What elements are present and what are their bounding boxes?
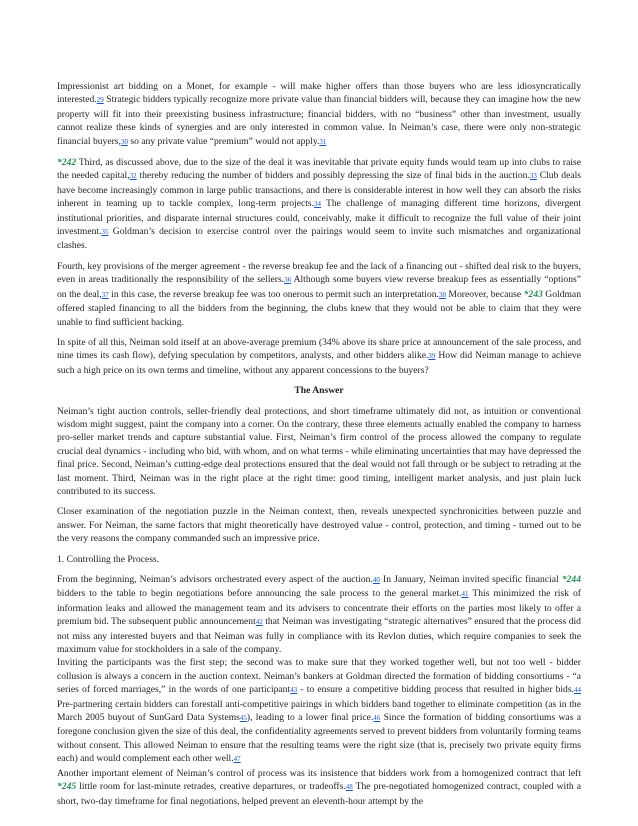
text-run: - to ensure a competitive bidding process that resulted in higher bids. <box>297 684 574 696</box>
footnote-link[interactable]: 41 <box>461 590 469 599</box>
text-run: Moreover, because <box>445 288 524 300</box>
footnote-link[interactable]: 31 <box>319 137 327 146</box>
text-run: 1. Controlling the Process. <box>57 553 160 565</box>
text-run: Goldman offered stapled financing to all the bidders from the beginning, the clubs knew that they would not be able to claim that they were unable to find sufficient backing. <box>57 288 581 328</box>
text-run: Although some buyers view reverse breakup fees as essentially “options” on the deal, <box>57 274 581 300</box>
footnote-link[interactable]: 47 <box>233 755 241 764</box>
footnote-link[interactable]: 38 <box>438 290 446 299</box>
text-run: in this case, the reverse breakup fee was too onerous to permit such an interpretation. <box>108 288 439 300</box>
text-run: In spite of all this, Neiman sold itself at an above-average premium (34% above its share price at announcement of the sale process, and nine times its cash flow), defying speculation by competitors, analysts, and other bidders alike. <box>57 336 581 362</box>
text-run: little room for last-minute retrades, creative departures, or tradeoffs. <box>76 781 346 793</box>
paragraph <box>57 505 581 545</box>
text-run: The challenge of managing different time horizons, divergent institutional priorities, and disparate internal structures could, conceivably, make it difficult to recognize the full value of their joint investment. <box>57 198 582 238</box>
paragraph <box>57 260 581 329</box>
paragraph <box>57 656 581 766</box>
footnote-link[interactable]: 30 <box>120 137 128 146</box>
footnote-link[interactable]: 32 <box>129 172 137 181</box>
text-run: Closer examination of the negotiation puzzle in the Neiman context, then, reveals unexpected synchronicities between puzzle and answer. For Neiman, the same factors that might theoretically have destroyed value - control, protection, and timing - turned out to be the very reasons the company commanded such an impressive price. <box>57 506 581 545</box>
footnote-link[interactable]: 29 <box>96 96 104 105</box>
paragraph <box>57 80 581 149</box>
footnote-link[interactable]: 48 <box>345 783 353 792</box>
text-run: How did Neiman manage to achieve such a high price on its own terms and timeline, without any apparent concessions to the buyers? <box>57 350 581 376</box>
text-run: Since the formation of bidding consortiums was a foregone conclusion given the size of this deal, the confidentiality agreements served to prevent bidders from voluntarily forming teams without consent. This allowed Neiman to ensure that the resulting teams were the right size (that is, precisely two private equity firms each) and would complement each other well. <box>57 712 581 765</box>
text-run: Strategic bidders typically recognize more private value than financial bidders will, because they can imagine how the new property will fit into their preexisting business infrastructure; financial bidders, with no “business” other than investment, usually cannot realize these kinds of synergies and are only interested in common value. In Neiman’s case, there were only non-strategic financial buyers, <box>57 94 581 147</box>
footnote-link[interactable]: 42 <box>255 618 263 627</box>
text-run: thereby reducing the number of bidders and possibly depressing the size of final bids in the auction. <box>136 170 530 182</box>
footnote-link[interactable]: 45 <box>239 714 247 723</box>
page-marker: *242 <box>57 157 77 169</box>
text-run: The Answer <box>294 385 344 397</box>
text-run: Club deals have become increasingly common in large public transactions, and there is considerable interest in how well they can absorb the risks inherent in teaming up to tackle complex, long-term projects. <box>57 170 581 210</box>
paragraph <box>57 336 581 377</box>
paragraph <box>57 553 581 566</box>
footnote-link[interactable]: 36 <box>284 276 292 285</box>
footnote-link[interactable]: 33 <box>529 172 537 181</box>
text-run: Fourth, key provisions of the merger agreement - the reverse breakup fee and the lack of a financing out - shifted deal risk to the buyers, even in areas traditionally the responsibility of the sellers. <box>57 260 581 286</box>
text-run: Third, as discussed above, due to the size of the deal it was inevitable that private equity funds would team up into clubs to raise the needed capital, <box>57 157 581 182</box>
footnote-link[interactable]: 34 <box>314 200 322 209</box>
page-marker: *245 <box>57 781 77 793</box>
text-run: In January, Neiman invited specific financial <box>379 574 562 585</box>
paragraph <box>57 573 581 656</box>
paragraph <box>57 156 581 253</box>
footnote-link[interactable]: 39 <box>428 352 436 361</box>
text-run: ), leading to a lower final price. <box>246 712 374 724</box>
text-run: Neiman’s tight auction controls, seller-friendly deal protections, and short timeframe ultimately did not, as intuition or conventional wisdom might suggest, paint the company into a corner. On the contrary, these three elements actually enabled the company to harness pro-seller market trends and capture substantial value. First, Neiman’s firm control of the process allowed the company to regulate crucial deal dynamics - including who bid, with whom, and on what terms - while eliminating uncertainties that may have depressed the final price. Second, Neiman’s cutting-edge deal protections ensured that the deal would not fall through or be subject to retrading at the last moment. Third, Neiman was in the right place at the right time: good timing, intelligent market analysis, and just plain luck contributed to its success. <box>57 405 581 497</box>
paragraph <box>57 767 581 808</box>
text-run: so any private value “premium” would not apply. <box>127 135 320 147</box>
text-run: Inviting the participants was the first step; the second was to make sure that they worked together well, but not too well - bidder collusion is always a concern in the auction context. Neiman’s bankers at Goldman directed the formation of bidding consortiums - “a series of forced marriages,” in the words of one participant <box>57 657 581 696</box>
text-run: The pre-negotiated homogenized contract, coupled with a short, two-day timeframe for final negotiations, helped prevent an eleventh-hour attempt by the <box>57 781 581 807</box>
footnote-link[interactable]: 44 <box>574 686 581 695</box>
text-run: Goldman’s decision to exercise control over the pairings would seem to invite such mismatches and organizational clashes. <box>57 226 581 252</box>
text-run: bidders to the table to begin negotiations before announcing the sale process to the general market. <box>57 588 462 600</box>
page-marker: *244 <box>561 574 582 585</box>
paragraph <box>57 405 581 499</box>
text-run: This minimized the risk of information leaks and allowed the management team and its advisers to concentrate their efforts on the parties most likely to offer a premium bid. The subsequent public announcement <box>57 588 581 628</box>
text-run: Impressionist art bidding on a Monet, for example - will make higher offers than those buyers who are less idiosyncratically interested. <box>57 81 581 106</box>
page-marker: *243 <box>523 288 543 300</box>
footnote-link[interactable]: 40 <box>372 576 380 584</box>
footnote-link[interactable]: 43 <box>290 686 298 695</box>
text-run: Pre-partnering certain bidders can forestall anti-competitive pairings in which bidders band together to eliminate competition (as in the March 2005 buyout of SunGard Data Systems <box>57 698 581 724</box>
section-heading <box>57 384 581 397</box>
footnote-link[interactable]: 35 <box>101 228 109 237</box>
footnote-link[interactable]: 37 <box>101 290 109 299</box>
footnote-link[interactable]: 46 <box>373 714 381 723</box>
text-run: From the beginning, Neiman’s advisors orchestrated every aspect of the auction. <box>57 574 373 585</box>
document-body <box>57 80 581 808</box>
text-run: that Neiman was investigating “strategic alternatives” ensured that the process did not miss any interested buyers and that Neiman was fully in compliance with its Revlon duties, which require companies to seek the maximum value for stockholders in a sale of the company. <box>57 616 581 656</box>
text-run: Another important element of Neiman’s control of process was its insistence that bidders work from a homogenized contract that left <box>57 767 581 779</box>
